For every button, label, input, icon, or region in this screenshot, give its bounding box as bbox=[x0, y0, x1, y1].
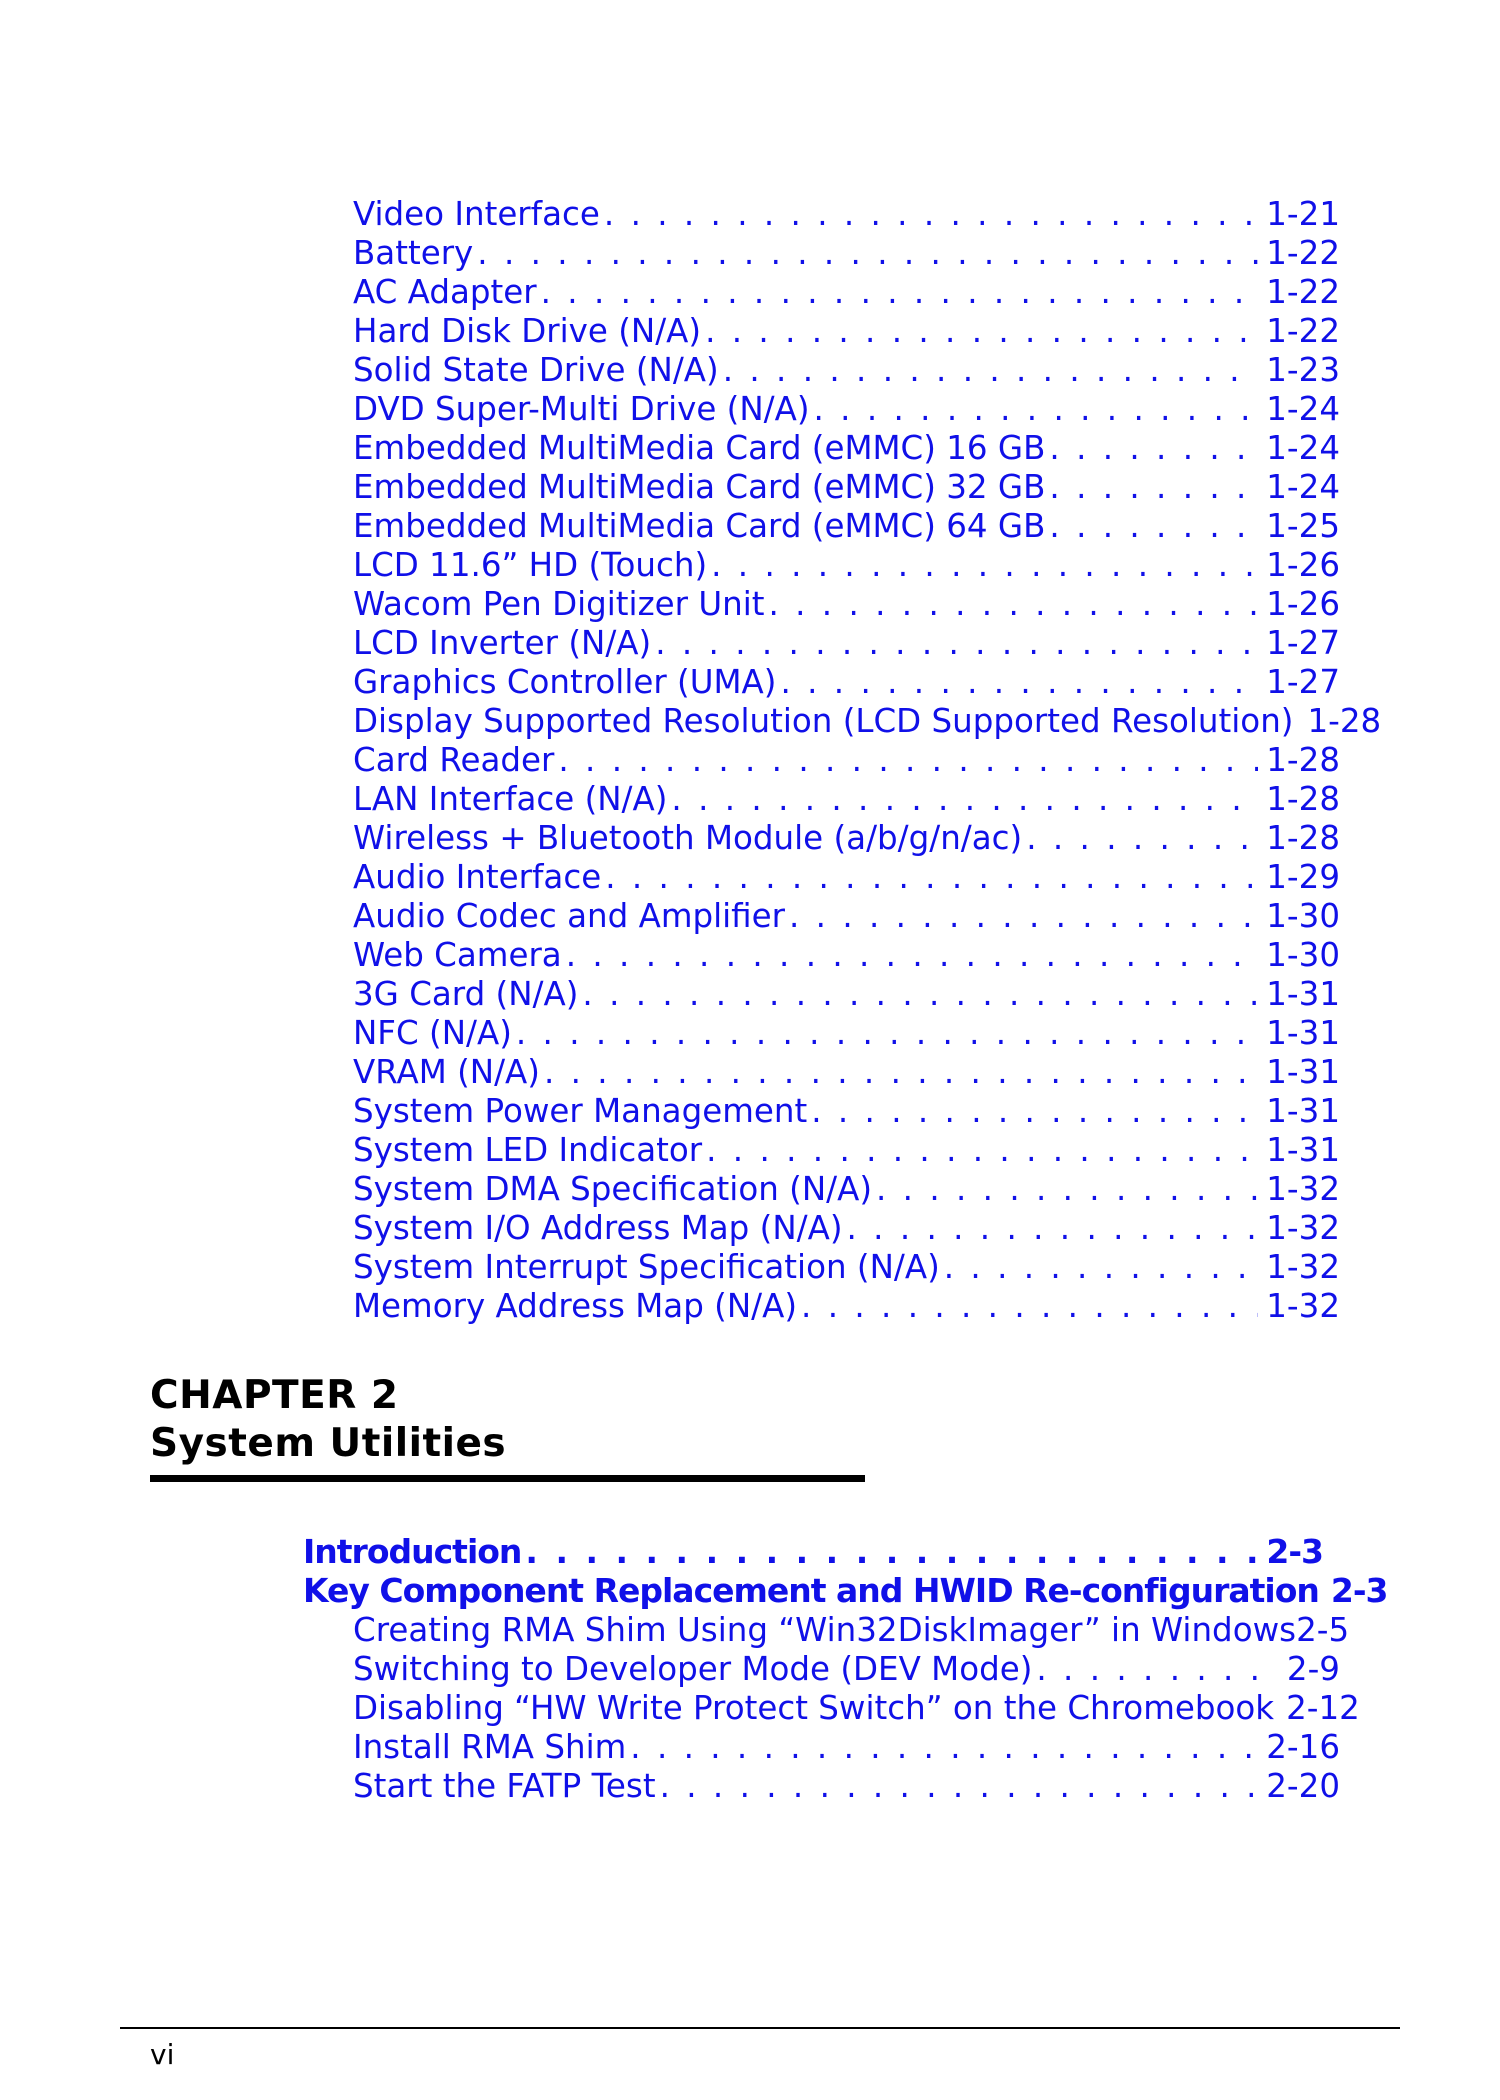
toc-entry-title: Battery bbox=[353, 234, 474, 272]
dot-leader bbox=[780, 662, 1258, 702]
toc-entry-title: System DMA Specification (N/A) bbox=[353, 1170, 873, 1208]
toc-entry-title: Card Reader bbox=[353, 741, 555, 779]
toc-entry-page: 2-3 bbox=[1266, 1532, 1323, 1571]
toc-entry-page: 1-27 bbox=[1266, 663, 1340, 701]
toc-entry[interactable] bbox=[353, 740, 1340, 780]
toc-entry[interactable] bbox=[353, 974, 1340, 1014]
toc-entry-title: Introduction bbox=[303, 1532, 522, 1571]
toc-entry[interactable] bbox=[353, 896, 1340, 936]
toc-entry[interactable] bbox=[353, 311, 1340, 351]
toc-entry[interactable] bbox=[353, 1052, 1340, 1092]
toc-entry-title: 3G Card (N/A) bbox=[353, 975, 579, 1013]
dot-leader bbox=[814, 389, 1259, 429]
toc-entry-title: Wireless + Bluetooth Module (a/b/g/n/ac) bbox=[353, 819, 1023, 857]
toc-entry-page: 1-32 bbox=[1266, 1170, 1340, 1208]
toc-entry[interactable] bbox=[353, 1169, 1340, 1209]
toc-entry-page: 1-28 bbox=[1307, 702, 1382, 740]
page-number: vi bbox=[150, 2038, 175, 2071]
toc-entry-title: Embedded MultiMedia Card (eMMC) 16 GB bbox=[353, 429, 1046, 467]
toc-entry-page: 1-22 bbox=[1266, 273, 1340, 311]
dot-leader bbox=[1026, 818, 1258, 858]
toc-entry-title: System I/O Address Map (N/A) bbox=[353, 1209, 843, 1247]
toc-entry[interactable] bbox=[303, 1532, 1323, 1572]
toc-entry-page: 1-31 bbox=[1266, 975, 1340, 1013]
toc-entry[interactable] bbox=[353, 1208, 1340, 1248]
toc-entry[interactable] bbox=[353, 194, 1340, 234]
toc-entry-title: System LED Indicator bbox=[353, 1131, 703, 1169]
dot-leader bbox=[671, 779, 1258, 819]
toc-entry-title: NFC (N/A) bbox=[353, 1014, 512, 1052]
toc-entry[interactable] bbox=[353, 389, 1340, 429]
toc-entry-page: 2-12 bbox=[1286, 1689, 1360, 1727]
toc-entry-page: 1-26 bbox=[1266, 585, 1340, 623]
toc-entry-title: Solid State Drive (N/A) bbox=[353, 351, 719, 389]
footer-rule bbox=[120, 2027, 1400, 2029]
chapter-heading bbox=[150, 1372, 865, 1468]
toc-entry-title: DVD Super-Multi Drive (N/A) bbox=[353, 390, 810, 428]
toc-entry-page: 2-20 bbox=[1266, 1767, 1340, 1805]
toc-entry[interactable] bbox=[353, 1013, 1340, 1053]
toc-entry-title: LCD Inverter (N/A) bbox=[353, 624, 652, 662]
toc-entry-title: Memory Address Map (N/A) bbox=[353, 1287, 798, 1325]
toc-entry[interactable] bbox=[353, 1610, 1350, 1650]
dot-leader bbox=[711, 545, 1258, 585]
dot-leader bbox=[1049, 506, 1258, 546]
dot-leader bbox=[566, 935, 1259, 975]
dot-leader bbox=[558, 740, 1258, 780]
toc-entry-page: 1-30 bbox=[1266, 936, 1340, 974]
toc-entry-page: 2-9 bbox=[1286, 1650, 1340, 1688]
dot-leader bbox=[768, 584, 1258, 624]
toc-entry[interactable] bbox=[353, 1091, 1340, 1131]
dot-leader bbox=[541, 272, 1259, 312]
toc-entry[interactable] bbox=[303, 1571, 1388, 1611]
toc-entry-title: Key Component Replacement and HWID Re-configuration bbox=[303, 1571, 1319, 1610]
toc-entry[interactable] bbox=[353, 584, 1340, 624]
dot-leader bbox=[604, 194, 1258, 234]
toc-entry-title: Graphics Controller (UMA) bbox=[353, 663, 777, 701]
toc-entry[interactable] bbox=[353, 428, 1340, 468]
toc-entry-title: VRAM (N/A) bbox=[353, 1053, 540, 1091]
toc-entry-page: 1-32 bbox=[1266, 1248, 1340, 1286]
toc-entry-title: Hard Disk Drive (N/A) bbox=[353, 312, 702, 350]
toc-entry-page: 1-24 bbox=[1266, 429, 1340, 467]
toc-entry-page: 2-16 bbox=[1266, 1728, 1340, 1766]
chapter-title: System Utilities bbox=[150, 1421, 507, 1466]
dot-leader bbox=[1036, 1649, 1279, 1689]
toc-entry-page: 1-24 bbox=[1266, 468, 1340, 506]
dot-leader bbox=[544, 1052, 1258, 1092]
toc-entry-page: 2-3 bbox=[1330, 1571, 1388, 1610]
toc-entry-page: 1-31 bbox=[1266, 1092, 1340, 1130]
toc-entry-page: 1-31 bbox=[1266, 1053, 1340, 1091]
toc-entry[interactable] bbox=[353, 623, 1340, 663]
toc-entry-page: 1-31 bbox=[1266, 1131, 1340, 1169]
toc-entry[interactable] bbox=[353, 1766, 1340, 1806]
toc-entry[interactable] bbox=[353, 545, 1340, 585]
toc-entry-title: Wacom Pen Digitizer Unit bbox=[353, 585, 765, 623]
toc-entry-title: Embedded MultiMedia Card (eMMC) 64 GB bbox=[353, 507, 1046, 545]
toc-entry-title: Switching to Developer Mode (DEV Mode) bbox=[353, 1650, 1033, 1688]
toc-entry[interactable] bbox=[353, 350, 1340, 390]
chapter-rule bbox=[150, 1475, 865, 1482]
dot-leader bbox=[801, 1286, 1258, 1326]
dot-leader bbox=[944, 1247, 1258, 1287]
toc-entry[interactable] bbox=[353, 1247, 1340, 1287]
dot-leader bbox=[655, 623, 1258, 663]
toc-entry[interactable] bbox=[353, 857, 1340, 897]
dot-leader bbox=[811, 1091, 1258, 1131]
dot-leader bbox=[789, 896, 1258, 936]
toc-entry-title: Install RMA Shim bbox=[353, 1728, 627, 1766]
toc-entry-title: System Power Management bbox=[353, 1092, 808, 1130]
dot-leader bbox=[876, 1169, 1258, 1209]
toc-entry-title: AC Adapter bbox=[353, 273, 537, 311]
toc-entry[interactable] bbox=[353, 1130, 1340, 1170]
toc-entry[interactable] bbox=[353, 818, 1340, 858]
toc-entry-title: Audio Interface bbox=[353, 858, 602, 896]
toc-entry-page: 1-22 bbox=[1266, 234, 1340, 272]
toc-entry-title: Start the FATP Test bbox=[353, 1767, 656, 1805]
toc-entry-title: Disabling “HW Write Protect Switch” on the Chromebook bbox=[353, 1689, 1275, 1727]
toc-entry-title: System Interrupt Specification (N/A) bbox=[353, 1248, 940, 1286]
toc-entry-title: Display Supported Resolution (LCD Supported Resolution) bbox=[353, 702, 1294, 740]
dot-leader bbox=[723, 350, 1259, 390]
toc-entry[interactable] bbox=[353, 467, 1340, 507]
dot-leader bbox=[706, 1130, 1258, 1170]
toc-entry-title: LAN Interface (N/A) bbox=[353, 780, 668, 818]
toc-entry[interactable] bbox=[353, 1727, 1340, 1767]
toc-entry-title: Video Interface bbox=[353, 195, 600, 233]
toc-entry[interactable] bbox=[353, 1286, 1340, 1326]
dot-leader bbox=[516, 1013, 1258, 1053]
toc-entry-page: 1-27 bbox=[1266, 624, 1340, 662]
toc-entry-title: Creating RMA Shim Using “Win32DiskImager” in Windows bbox=[353, 1611, 1297, 1649]
toc-entry-page: 1-26 bbox=[1266, 546, 1340, 584]
toc-entry-page: 1-24 bbox=[1266, 390, 1340, 428]
toc-entry-page: 1-25 bbox=[1266, 507, 1340, 545]
dot-leader bbox=[525, 1532, 1258, 1572]
toc-entry-page: 1-21 bbox=[1266, 195, 1340, 233]
toc-entry-page: 1-28 bbox=[1266, 741, 1340, 779]
toc-entry-page: 1-22 bbox=[1266, 312, 1340, 350]
toc-entry[interactable] bbox=[353, 1688, 1360, 1728]
toc-entry-page: 1-28 bbox=[1266, 780, 1340, 818]
toc-entry-title: Audio Codec and Amplifier bbox=[353, 897, 785, 935]
dot-leader bbox=[660, 1766, 1259, 1806]
dot-leader bbox=[582, 974, 1258, 1014]
toc-entry-page: 1-32 bbox=[1266, 1287, 1340, 1325]
toc-entry-page: 1-30 bbox=[1266, 897, 1340, 935]
toc-entry-page: 1-31 bbox=[1266, 1014, 1340, 1052]
toc-entry-title: Embedded MultiMedia Card (eMMC) 32 GB bbox=[353, 468, 1046, 506]
toc-entry-page: 1-28 bbox=[1266, 819, 1340, 857]
dot-leader bbox=[1049, 467, 1258, 507]
dot-leader bbox=[1049, 428, 1258, 468]
dot-leader bbox=[705, 311, 1258, 351]
toc-entry-page: 1-23 bbox=[1266, 351, 1340, 389]
toc-entry-page: 1-29 bbox=[1266, 858, 1340, 896]
toc-entry[interactable] bbox=[353, 779, 1340, 819]
toc-entry[interactable] bbox=[353, 233, 1340, 273]
dot-leader bbox=[847, 1208, 1259, 1248]
toc-entry[interactable] bbox=[353, 662, 1340, 702]
toc-entry[interactable] bbox=[353, 506, 1340, 546]
toc-entry-title: Web Camera bbox=[353, 936, 562, 974]
dot-leader bbox=[605, 857, 1258, 897]
dot-leader bbox=[477, 233, 1258, 273]
toc-entry-page: 1-32 bbox=[1266, 1209, 1340, 1247]
toc-entry-page: 2-5 bbox=[1296, 1611, 1350, 1649]
dot-leader bbox=[630, 1727, 1258, 1767]
chapter-label: CHAPTER 2 bbox=[150, 1373, 399, 1418]
toc-entry[interactable] bbox=[353, 701, 1382, 741]
toc-entry[interactable] bbox=[353, 272, 1340, 312]
toc-entry-title: LCD 11.6” HD (Touch) bbox=[353, 546, 708, 584]
toc-entry[interactable] bbox=[353, 935, 1340, 975]
toc-entry[interactable] bbox=[353, 1649, 1340, 1689]
